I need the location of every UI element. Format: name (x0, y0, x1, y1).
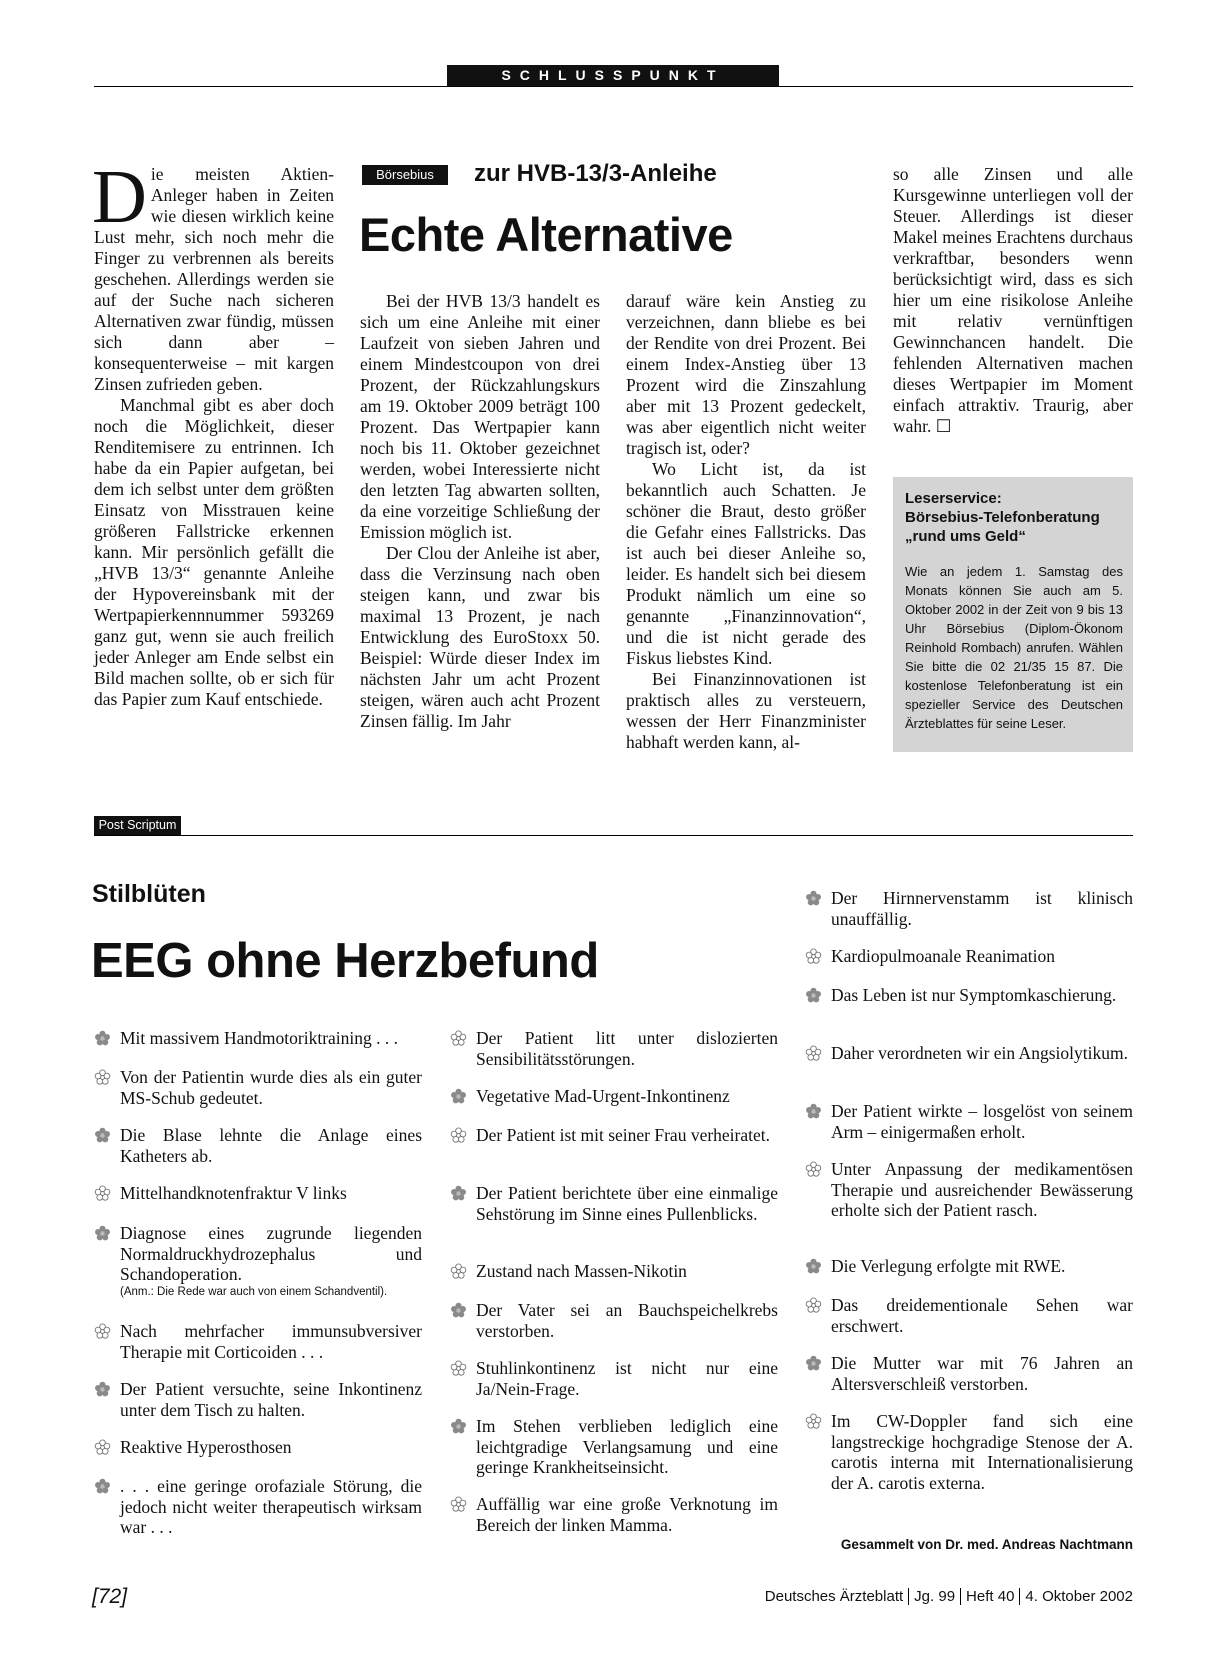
stilblueten-item-text: Im Stehen verblieben lediglich eine leichtgradige Verlangsamung und eine geringe Krankheitseinsicht. (476, 1416, 778, 1477)
flower-bullet-icon (805, 948, 822, 965)
stilblueten-item (94, 1183, 422, 1204)
stilblueten-item (805, 1159, 1133, 1221)
stilblueten-item (805, 1043, 1133, 1064)
journal-name: Deutsches Ärzteblatt (764, 1588, 904, 1605)
flower-bullet-icon (94, 1127, 111, 1144)
stilblueten-item (450, 1125, 778, 1146)
article-title: Echte Alternative (359, 208, 733, 261)
paragraph: Bei Finanzinnovationen ist praktisch alles zu versteuern, wessen der Herr Finanzminister habhaft werden kann, al- (626, 669, 866, 752)
stilblueten-item (94, 1379, 422, 1420)
stilblueten-item (805, 888, 1133, 929)
stilblueten-item-text: Die Mutter war mit 76 Jahren an Altersverschleiß verstorben. (831, 1353, 1133, 1394)
flower-bullet-icon (94, 1478, 111, 1495)
stilblueten-item (94, 1476, 422, 1538)
drop-cap: D (92, 155, 147, 239)
stilblueten-item (805, 1256, 1133, 1277)
stilblueten-item (805, 1101, 1133, 1142)
stilblueten-item-text: Unter Anpassung der medikamentösen Therapie und ausreichender Bewässerung erholte sich der Patient rasch. (831, 1159, 1133, 1220)
flower-bullet-icon (450, 1127, 467, 1144)
flower-bullet-icon (450, 1360, 467, 1377)
stilblueten-item (94, 1028, 422, 1049)
stilblueten-item (450, 1183, 778, 1224)
stilblueten-item (805, 1295, 1133, 1336)
flower-bullet-icon (450, 1088, 467, 1105)
stilblueten-item (805, 985, 1133, 1006)
stilblueten-item-text: Reaktive Hyperosthosen (120, 1437, 292, 1457)
leserservice-heading: Leserservice: (905, 490, 1002, 507)
stilblueten-item-text: Das Leben ist nur Symptomkaschierung. (831, 985, 1117, 1005)
leserservice-heading: „rund ums Geld“ (905, 528, 1026, 545)
article-col-2 (360, 291, 600, 732)
stilblueten-item (94, 1223, 422, 1300)
leserservice-box (893, 477, 1133, 752)
stilblueten-item-text: Der Patient litt unter dislozierten Sensibilitätsstörungen. (476, 1028, 778, 1069)
stilblueten-item (450, 1358, 778, 1399)
stilblueten-item (450, 1028, 778, 1069)
journal-date: 4. Oktober 2002 (1025, 1588, 1133, 1605)
stilblueten-item-text: Zustand nach Massen-Nikotin (476, 1261, 687, 1281)
postscriptum-rule (94, 835, 1133, 836)
article-subtitle: zur HVB-13/3-Anleihe (474, 160, 717, 187)
postscriptum-tag: Post Scriptum (94, 816, 181, 835)
flower-bullet-icon (805, 890, 822, 907)
paragraph: Bei der HVB 13/3 handelt es sich um eine Anleihe mit einer Laufzeit von sieben Jahren und einem Mindestcoupon von drei Prozent, der Rückzahlungskurs am 19. Oktober 2009 beträgt 100 Prozent. Das Wertpapier kann noch bis 11. Oktober gezeichnet werden, wobei Interessierte nicht den letzten Tag abwarten sollten, da eine vorzeitige Schließung der Emission möglich ist. (360, 291, 600, 542)
flower-bullet-icon (450, 1302, 467, 1319)
header-rule (94, 86, 1133, 87)
stilblueten-item (94, 1067, 422, 1108)
flower-bullet-icon (450, 1418, 467, 1435)
stilblueten-item-text: Mit massivem Handmotoriktraining . . . (120, 1028, 399, 1048)
flower-bullet-icon (805, 1355, 822, 1372)
flower-bullet-icon (94, 1225, 111, 1242)
rubric-tag: Börsebius (362, 165, 448, 185)
flower-bullet-icon (450, 1185, 467, 1202)
stilblueten-item-text: Auffällig war eine große Verknotung im Bereich der linken Mamma. (476, 1494, 778, 1535)
article-col-4 (893, 164, 1133, 437)
flower-bullet-icon (805, 1297, 822, 1314)
article-col-1 (92, 155, 334, 710)
paragraph: Die meisten Aktien-Anleger haben in Zeiten wie diesen wirklich keine Lust mehr, sich noch mehr die Finger zu verbrennen als bereits geschehen. Allerdings werden sie auf der Suche nach sicheren Alternativen zwar fündig, müssen sich dann aber – konsequenterweise – mit kargen Zinsen zufrieden geben. (92, 155, 334, 394)
flower-bullet-icon (94, 1439, 111, 1456)
flower-bullet-icon (94, 1323, 111, 1340)
stilblueten-item-text: Der Patient berichtete über eine einmalige Sehstörung im Sinne eines Pullenblicks. (476, 1183, 778, 1224)
stilblueten-item (805, 1353, 1133, 1394)
stilblueten-item-text: . . . eine geringe orofaziale Störung, die jedoch nicht weiter therapeutisch wirksam war . . . (120, 1476, 422, 1537)
postscriptum-title: EEG ohne Herzbefund (91, 934, 599, 988)
stilblueten-item (94, 1437, 422, 1458)
stilblueten-item-text: Nach mehrfacher immunsubversiver Therapie mit Corticoiden . . . (120, 1321, 422, 1362)
flower-bullet-icon (805, 987, 822, 1004)
stilblueten-item (94, 1321, 422, 1362)
flower-bullet-icon (94, 1185, 111, 1202)
stilblueten-item-text: Das dreidementionale Sehen war erschwert. (831, 1295, 1133, 1336)
flower-bullet-icon (805, 1258, 822, 1275)
journal-issue: Heft 40 (966, 1588, 1015, 1605)
stilblueten-item-text: Der Patient wirkte – losgelöst von seinem Arm – einigermaßen erholt. (831, 1101, 1133, 1142)
paragraph: so alle Zinsen und alle Kursgewinne unterliegen voll der Steuer. Allerdings ist dieser Makel meines Erachtens durchaus verkraftbar, besonders wenn berücksichtigt wird, dass es sich hier um eine risikolose Anleihe mit relativ vernünftigen Gewinnchancen handelt. Die fehlenden Alternativen machen dieses Wertpapier im Moment einfach attraktiv. Traurig, aber wahr. ☐ (893, 164, 1133, 436)
stilblueten-item-text: Von der Patientin wurde dies als ein guter MS-Schub gedeutet. (120, 1067, 422, 1108)
stilblueten-item (805, 1411, 1133, 1493)
end-mark: ☐ (935, 416, 952, 436)
flower-bullet-icon (450, 1263, 467, 1280)
stilblueten-item (805, 946, 1133, 967)
stilblueten-item (450, 1086, 778, 1107)
page-number: [72] (92, 1585, 128, 1608)
stilblueten-item-text: Der Patient versuchte, seine Inkontinenz unter dem Tisch zu halten. (120, 1379, 422, 1420)
stilblueten-item-text: Der Vater sei an Bauchspeichelkrebs verstorben. (476, 1300, 778, 1341)
stilblueten-item-text: Der Hirnnervenstamm ist klinisch unauffällig. (831, 888, 1133, 929)
stilblueten-item (450, 1261, 778, 1282)
paragraph: Wo Licht ist, da ist bekanntlich auch Schatten. Je schöner die Braut, desto größer die Gefahr eines Fallstricks. Das ist auch bei dieser Anleihe so, leider. Es handelt sich bei diesem Produkt nämlich um eine so genannte „Finanzinnovation“, und die ist nicht gerade des Fiskus liebstes Kind. (626, 459, 866, 668)
stilblueten-item-text: Der Patient ist mit seiner Frau verheiratet. (476, 1125, 771, 1145)
flower-bullet-icon (805, 1161, 822, 1178)
flower-bullet-icon (94, 1030, 111, 1047)
flower-bullet-icon (94, 1069, 111, 1086)
stilblueten-item (450, 1416, 778, 1478)
paragraph: darauf wäre kein Anstieg zu verzeichnen, dann bliebe es bei der Rendite von drei Prozent. Bei einem Index-Anstieg über 13 Prozent wird die Zinszahlung aber mit 13 Prozent gedeckelt, was aber eigentlich nicht weiter tragisch ist, oder? (626, 291, 866, 458)
stilblueten-item-text: Vegetative Mad-Urgent-Inkontinenz (476, 1086, 730, 1106)
stilblueten-item-text: Mittelhandknotenfraktur V links (120, 1183, 347, 1203)
stilblueten-item (94, 1125, 422, 1166)
section-header: SCHLUSSPUNKT (447, 65, 779, 86)
stilblueten-item-text: Diagnose eines zugrunde liegenden Normaldruckhydrozephalus und Schandoperation. (120, 1223, 422, 1284)
flower-bullet-icon (805, 1413, 822, 1430)
flower-bullet-icon (450, 1030, 467, 1047)
flower-bullet-icon (805, 1103, 822, 1120)
stilblueten-item-text: Die Verlegung erfolgte mit RWE. (831, 1256, 1066, 1276)
stilblueten-note: (Anm.: Die Rede war auch von einem Schandventil). (120, 1285, 388, 1298)
stilblueten-item-text: Stuhlinkontinenz ist nicht nur eine Ja/Nein-Frage. (476, 1358, 778, 1399)
journal-volume: Jg. 99 (914, 1588, 956, 1605)
stilblueten-item-text: Kardiopulmoanale Reanimation (831, 946, 1056, 966)
leserservice-body: Wie an jedem 1. Samstag des Monats können Sie auch am 5. Oktober 2002 in der Zeit von 9 bis 13 Uhr Börsebius (Diplom-Ökonom Reinhold Rombach) anrufen. Wählen Sie bitte die 02 21/35 15 87. Die kostenlose Telefonberatung ist ein spezieller Service des Deutschen Ärzteblattes für seine Leser. (905, 564, 1123, 731)
leserservice-heading: Börsebius-Telefonberatung (905, 509, 1100, 526)
stilblueten-item (450, 1494, 778, 1535)
paragraph: Der Clou der Anleihe ist aber, dass die Verzinsung nach oben steigen kann, und zwar bis maximal 13 Prozent, je nach Entwicklung des EuroStoxx 50. Beispiel: Würde dieser Index im nächsten Jahr um acht Prozent steigen, wären auch acht Prozent Zinsen fällig. Im Jahr (360, 543, 600, 731)
flower-bullet-icon (94, 1381, 111, 1398)
paragraph: Manchmal gibt es aber doch noch die Möglichkeit, dieser Renditemisere zu entrinnen. Ich habe da ein Papier aufgetan, bei dem ich selbst unter dem größten Einsatz von Misstrauen keine größeren Fallstricke erkennen kann. Mir persönlich gefällt die „HVB 13/3“ genannte Anleihe der Hypovereinsbank mit der Wertpapierkennnummer 593269 ganz gut, wenn sie auch freilich jeder Anleger am Ende selbst ein Bild machen sollte, ob er sich für das Papier zum Kauf entschiede. (94, 395, 334, 709)
article-col-3 (626, 291, 866, 753)
flower-bullet-icon (450, 1496, 467, 1513)
postscriptum-kicker: Stilblüten (92, 880, 206, 908)
stilblueten-item-text: Die Blase lehnte die Anlage eines Katheters ab. (120, 1125, 422, 1166)
stilblueten-item (450, 1300, 778, 1341)
stilblueten-item-text: Daher verordneten wir ein Angsiolytikum. (831, 1043, 1128, 1063)
stilblueten-item-text: Im CW-Doppler fand sich eine langstreckige hochgradige Stenose der A. carotis interna mit Internationalisierung der A. carotis externa. (831, 1411, 1133, 1493)
footer-citation (765, 1588, 1133, 1605)
credit-line: Gesammelt von Dr. med. Andreas Nachtmann (840, 1537, 1133, 1552)
flower-bullet-icon (805, 1045, 822, 1062)
